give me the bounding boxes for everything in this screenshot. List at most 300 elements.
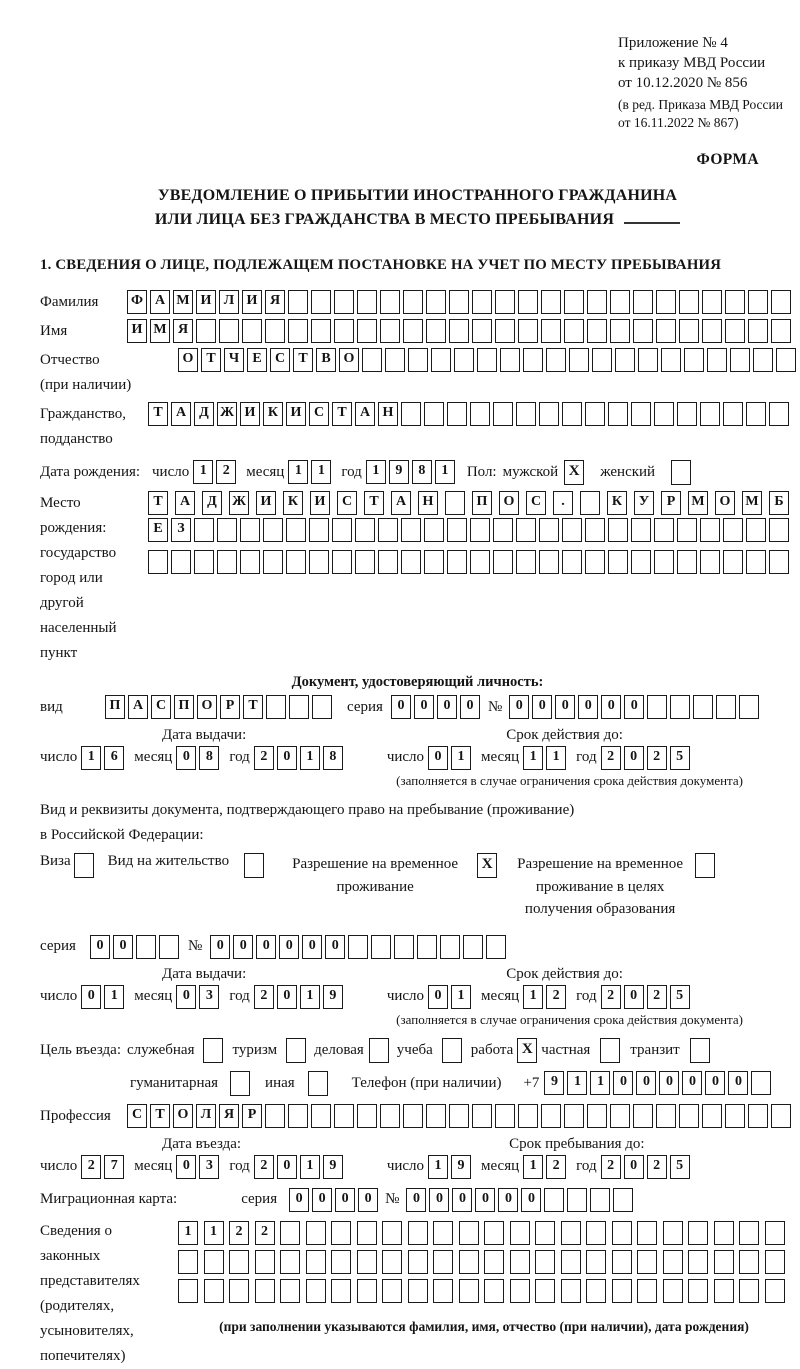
char-cell[interactable]: [631, 550, 651, 574]
char-cell[interactable]: [382, 1279, 402, 1303]
char-cell[interactable]: А: [171, 402, 191, 426]
char-cell[interactable]: 0: [428, 746, 448, 770]
char-cell[interactable]: [331, 1221, 351, 1245]
char-cell[interactable]: 5: [670, 746, 690, 770]
char-cell[interactable]: [541, 319, 561, 343]
char-cell[interactable]: [495, 290, 515, 314]
char-cell[interactable]: [590, 1188, 610, 1212]
char-cell[interactable]: [510, 1250, 530, 1274]
char-cell[interactable]: [426, 290, 446, 314]
char-cell[interactable]: [546, 348, 566, 372]
char-cell[interactable]: [631, 402, 651, 426]
char-cell[interactable]: [445, 491, 465, 515]
char-cell[interactable]: 2: [601, 746, 621, 770]
char-cell[interactable]: [229, 1279, 249, 1303]
char-cell[interactable]: [240, 518, 260, 542]
char-cell[interactable]: 0: [705, 1071, 725, 1095]
char-cell[interactable]: М: [742, 491, 762, 515]
char-cell[interactable]: Ж: [217, 402, 237, 426]
char-cell[interactable]: К: [263, 402, 283, 426]
char-cell[interactable]: [447, 550, 467, 574]
char-cell[interactable]: И: [242, 290, 262, 314]
char-cell[interactable]: 8: [199, 746, 219, 770]
char-cell[interactable]: [401, 402, 421, 426]
gender-male-checkbox[interactable]: X: [564, 460, 584, 485]
char-cell[interactable]: [587, 1104, 607, 1128]
char-cell[interactable]: [739, 1279, 759, 1303]
char-cell[interactable]: [612, 1250, 632, 1274]
char-cell[interactable]: [654, 550, 674, 574]
char-cell[interactable]: 2: [81, 1155, 101, 1179]
char-cell[interactable]: [426, 1104, 446, 1128]
char-cell[interactable]: 2: [601, 985, 621, 1009]
char-cell[interactable]: [765, 1221, 785, 1245]
char-cell[interactable]: [739, 695, 759, 719]
char-cell[interactable]: [394, 935, 414, 959]
char-cell[interactable]: З: [171, 518, 191, 542]
char-cell[interactable]: [663, 1250, 683, 1274]
char-cell[interactable]: О: [339, 348, 359, 372]
char-cell[interactable]: [334, 1104, 354, 1128]
char-cell[interactable]: [449, 1104, 469, 1128]
char-cell[interactable]: У: [634, 491, 654, 515]
char-cell[interactable]: 0: [429, 1188, 449, 1212]
char-cell[interactable]: [332, 518, 352, 542]
char-cell[interactable]: [608, 402, 628, 426]
char-cell[interactable]: [631, 518, 651, 542]
char-cell[interactable]: [751, 1071, 771, 1095]
char-cell[interactable]: [765, 1250, 785, 1274]
char-cell[interactable]: [357, 319, 377, 343]
char-cell[interactable]: [493, 550, 513, 574]
char-cell[interactable]: [306, 1279, 326, 1303]
char-cell[interactable]: [306, 1221, 326, 1245]
char-cell[interactable]: [700, 550, 720, 574]
char-cell[interactable]: [637, 1279, 657, 1303]
char-cell[interactable]: 0: [521, 1188, 541, 1212]
char-cell[interactable]: [510, 1221, 530, 1245]
char-cell[interactable]: [567, 1188, 587, 1212]
char-cell[interactable]: Я: [265, 290, 285, 314]
char-cell[interactable]: [587, 290, 607, 314]
char-cell[interactable]: 0: [210, 935, 230, 959]
char-cell[interactable]: [637, 1250, 657, 1274]
char-cell[interactable]: [723, 518, 743, 542]
char-cell[interactable]: [477, 348, 497, 372]
char-cell[interactable]: [265, 319, 285, 343]
char-cell[interactable]: [355, 518, 375, 542]
char-cell[interactable]: [746, 402, 766, 426]
char-cell[interactable]: 0: [437, 695, 457, 719]
char-cell[interactable]: [663, 1221, 683, 1245]
char-cell[interactable]: [217, 550, 237, 574]
char-cell[interactable]: [280, 1279, 300, 1303]
char-cell[interactable]: [771, 1104, 791, 1128]
char-cell[interactable]: [204, 1250, 224, 1274]
char-cell[interactable]: 0: [636, 1071, 656, 1095]
char-cell[interactable]: 0: [277, 985, 297, 1009]
char-cell[interactable]: 8: [323, 746, 343, 770]
purpose-private-checkbox[interactable]: [600, 1038, 620, 1063]
char-cell[interactable]: Т: [293, 348, 313, 372]
char-cell[interactable]: [510, 1279, 530, 1303]
char-cell[interactable]: [580, 491, 600, 515]
char-cell[interactable]: [679, 1104, 699, 1128]
char-cell[interactable]: 2: [216, 460, 236, 484]
char-cell[interactable]: [700, 402, 720, 426]
char-cell[interactable]: [171, 550, 191, 574]
char-cell[interactable]: [449, 290, 469, 314]
char-cell[interactable]: [615, 348, 635, 372]
char-cell[interactable]: 0: [335, 1188, 355, 1212]
char-cell[interactable]: [539, 402, 559, 426]
char-cell[interactable]: [424, 402, 444, 426]
char-cell[interactable]: 1: [435, 460, 455, 484]
char-cell[interactable]: [587, 319, 607, 343]
char-cell[interactable]: [753, 348, 773, 372]
char-cell[interactable]: [769, 402, 789, 426]
char-cell[interactable]: 0: [325, 935, 345, 959]
char-cell[interactable]: [454, 348, 474, 372]
char-cell[interactable]: [194, 550, 214, 574]
visa-checkbox[interactable]: [74, 853, 94, 878]
char-cell[interactable]: [194, 518, 214, 542]
char-cell[interactable]: [707, 348, 727, 372]
char-cell[interactable]: Т: [364, 491, 384, 515]
char-cell[interactable]: 0: [475, 1188, 495, 1212]
purpose-official-checkbox[interactable]: [203, 1038, 223, 1063]
char-cell[interactable]: [403, 319, 423, 343]
char-cell[interactable]: [378, 518, 398, 542]
char-cell[interactable]: [433, 1279, 453, 1303]
char-cell[interactable]: М: [150, 319, 170, 343]
char-cell[interactable]: [280, 1221, 300, 1245]
edu-residence-checkbox[interactable]: [695, 853, 715, 878]
char-cell[interactable]: 9: [323, 985, 343, 1009]
char-cell[interactable]: И: [256, 491, 276, 515]
char-cell[interactable]: [408, 1279, 428, 1303]
char-cell[interactable]: [523, 348, 543, 372]
char-cell[interactable]: [661, 348, 681, 372]
char-cell[interactable]: [493, 402, 513, 426]
char-cell[interactable]: Д: [202, 491, 222, 515]
char-cell[interactable]: А: [391, 491, 411, 515]
char-cell[interactable]: [204, 1279, 224, 1303]
char-cell[interactable]: [286, 518, 306, 542]
char-cell[interactable]: [463, 935, 483, 959]
char-cell[interactable]: Ф: [127, 290, 147, 314]
char-cell[interactable]: 0: [659, 1071, 679, 1095]
char-cell[interactable]: [654, 402, 674, 426]
char-cell[interactable]: 0: [113, 935, 133, 959]
char-cell[interactable]: 1: [178, 1221, 198, 1245]
char-cell[interactable]: [564, 319, 584, 343]
char-cell[interactable]: [730, 348, 750, 372]
purpose-business-checkbox[interactable]: [369, 1038, 389, 1063]
char-cell[interactable]: [229, 1250, 249, 1274]
char-cell[interactable]: [426, 319, 446, 343]
char-cell[interactable]: [136, 935, 156, 959]
char-cell[interactable]: [765, 1279, 785, 1303]
char-cell[interactable]: [516, 550, 536, 574]
char-cell[interactable]: О: [173, 1104, 193, 1128]
char-cell[interactable]: М: [688, 491, 708, 515]
char-cell[interactable]: О: [715, 491, 735, 515]
char-cell[interactable]: Р: [220, 695, 240, 719]
char-cell[interactable]: [585, 518, 605, 542]
char-cell[interactable]: 1: [288, 460, 308, 484]
char-cell[interactable]: 2: [546, 985, 566, 1009]
char-cell[interactable]: С: [337, 491, 357, 515]
char-cell[interactable]: [633, 1104, 653, 1128]
char-cell[interactable]: [714, 1221, 734, 1245]
char-cell[interactable]: 2: [254, 1155, 274, 1179]
char-cell[interactable]: [311, 319, 331, 343]
char-cell[interactable]: [670, 695, 690, 719]
char-cell[interactable]: [561, 1221, 581, 1245]
char-cell[interactable]: [240, 550, 260, 574]
char-cell[interactable]: [178, 1250, 198, 1274]
char-cell[interactable]: [159, 935, 179, 959]
char-cell[interactable]: К: [607, 491, 627, 515]
char-cell[interactable]: О: [499, 491, 519, 515]
char-cell[interactable]: [470, 518, 490, 542]
char-cell[interactable]: [725, 319, 745, 343]
char-cell[interactable]: 0: [578, 695, 598, 719]
char-cell[interactable]: С: [309, 402, 329, 426]
char-cell[interactable]: [332, 550, 352, 574]
char-cell[interactable]: [385, 348, 405, 372]
char-cell[interactable]: [433, 1250, 453, 1274]
char-cell[interactable]: [739, 1221, 759, 1245]
char-cell[interactable]: 0: [498, 1188, 518, 1212]
char-cell[interactable]: Ч: [224, 348, 244, 372]
char-cell[interactable]: [585, 402, 605, 426]
char-cell[interactable]: [688, 1250, 708, 1274]
char-cell[interactable]: 5: [670, 1155, 690, 1179]
char-cell[interactable]: 1: [193, 460, 213, 484]
char-cell[interactable]: 0: [81, 985, 101, 1009]
char-cell[interactable]: 0: [277, 1155, 297, 1179]
char-cell[interactable]: 6: [104, 746, 124, 770]
char-cell[interactable]: [403, 290, 423, 314]
char-cell[interactable]: 1: [366, 460, 386, 484]
char-cell[interactable]: [266, 695, 286, 719]
char-cell[interactable]: [769, 518, 789, 542]
char-cell[interactable]: [633, 290, 653, 314]
char-cell[interactable]: [196, 319, 216, 343]
char-cell[interactable]: 0: [312, 1188, 332, 1212]
char-cell[interactable]: 0: [428, 985, 448, 1009]
char-cell[interactable]: 2: [254, 746, 274, 770]
char-cell[interactable]: [486, 935, 506, 959]
char-cell[interactable]: .: [553, 491, 573, 515]
char-cell[interactable]: [357, 1250, 377, 1274]
char-cell[interactable]: [716, 695, 736, 719]
char-cell[interactable]: [472, 290, 492, 314]
char-cell[interactable]: [371, 935, 391, 959]
char-cell[interactable]: 1: [300, 746, 320, 770]
char-cell[interactable]: [311, 1104, 331, 1128]
char-cell[interactable]: Т: [201, 348, 221, 372]
char-cell[interactable]: 0: [460, 695, 480, 719]
char-cell[interactable]: [564, 290, 584, 314]
char-cell[interactable]: Т: [148, 491, 168, 515]
char-cell[interactable]: А: [128, 695, 148, 719]
char-cell[interactable]: Е: [247, 348, 267, 372]
char-cell[interactable]: [637, 1221, 657, 1245]
char-cell[interactable]: [610, 290, 630, 314]
char-cell[interactable]: [586, 1279, 606, 1303]
char-cell[interactable]: О: [178, 348, 198, 372]
char-cell[interactable]: 0: [391, 695, 411, 719]
char-cell[interactable]: [401, 550, 421, 574]
char-cell[interactable]: [255, 1279, 275, 1303]
char-cell[interactable]: [544, 1188, 564, 1212]
char-cell[interactable]: [265, 1104, 285, 1128]
char-cell[interactable]: [610, 1104, 630, 1128]
char-cell[interactable]: И: [127, 319, 147, 343]
char-cell[interactable]: 2: [601, 1155, 621, 1179]
char-cell[interactable]: [348, 935, 368, 959]
char-cell[interactable]: [380, 290, 400, 314]
char-cell[interactable]: [408, 1221, 428, 1245]
char-cell[interactable]: 2: [229, 1221, 249, 1245]
char-cell[interactable]: [495, 319, 515, 343]
char-cell[interactable]: Е: [148, 518, 168, 542]
char-cell[interactable]: 1: [311, 460, 331, 484]
char-cell[interactable]: 0: [555, 695, 575, 719]
char-cell[interactable]: Т: [150, 1104, 170, 1128]
char-cell[interactable]: [311, 290, 331, 314]
char-cell[interactable]: 0: [624, 1155, 644, 1179]
char-cell[interactable]: 2: [647, 746, 667, 770]
char-cell[interactable]: [286, 550, 306, 574]
char-cell[interactable]: 0: [601, 695, 621, 719]
char-cell[interactable]: [518, 319, 538, 343]
char-cell[interactable]: 0: [233, 935, 253, 959]
char-cell[interactable]: [424, 550, 444, 574]
char-cell[interactable]: [700, 518, 720, 542]
char-cell[interactable]: [424, 518, 444, 542]
char-cell[interactable]: [702, 319, 722, 343]
char-cell[interactable]: 0: [728, 1071, 748, 1095]
char-cell[interactable]: [472, 319, 492, 343]
char-cell[interactable]: [739, 1250, 759, 1274]
char-cell[interactable]: [714, 1279, 734, 1303]
char-cell[interactable]: [562, 402, 582, 426]
char-cell[interactable]: 9: [544, 1071, 564, 1095]
char-cell[interactable]: 1: [104, 985, 124, 1009]
char-cell[interactable]: Л: [219, 290, 239, 314]
char-cell[interactable]: [539, 550, 559, 574]
char-cell[interactable]: [612, 1279, 632, 1303]
char-cell[interactable]: [535, 1279, 555, 1303]
char-cell[interactable]: [585, 550, 605, 574]
char-cell[interactable]: 0: [302, 935, 322, 959]
char-cell[interactable]: Т: [243, 695, 263, 719]
char-cell[interactable]: [776, 348, 796, 372]
char-cell[interactable]: [746, 550, 766, 574]
char-cell[interactable]: [447, 402, 467, 426]
char-cell[interactable]: 1: [428, 1155, 448, 1179]
char-cell[interactable]: [484, 1250, 504, 1274]
char-cell[interactable]: [539, 518, 559, 542]
char-cell[interactable]: П: [472, 491, 492, 515]
char-cell[interactable]: [771, 319, 791, 343]
char-cell[interactable]: И: [310, 491, 330, 515]
char-cell[interactable]: [500, 348, 520, 372]
char-cell[interactable]: 2: [255, 1221, 275, 1245]
purpose-humanitarian-checkbox[interactable]: [230, 1071, 250, 1096]
char-cell[interactable]: 2: [546, 1155, 566, 1179]
char-cell[interactable]: 9: [451, 1155, 471, 1179]
char-cell[interactable]: [633, 319, 653, 343]
char-cell[interactable]: 2: [647, 1155, 667, 1179]
char-cell[interactable]: [288, 290, 308, 314]
purpose-tourism-checkbox[interactable]: [286, 1038, 306, 1063]
char-cell[interactable]: [714, 1250, 734, 1274]
char-cell[interactable]: [408, 1250, 428, 1274]
char-cell[interactable]: [470, 550, 490, 574]
char-cell[interactable]: 1: [300, 1155, 320, 1179]
char-cell[interactable]: Ж: [229, 491, 249, 515]
char-cell[interactable]: [771, 290, 791, 314]
char-cell[interactable]: П: [105, 695, 125, 719]
char-cell[interactable]: [688, 1221, 708, 1245]
char-cell[interactable]: 0: [509, 695, 529, 719]
char-cell[interactable]: [440, 935, 460, 959]
char-cell[interactable]: [677, 518, 697, 542]
char-cell[interactable]: 1: [546, 746, 566, 770]
purpose-study-checkbox[interactable]: [442, 1038, 462, 1063]
char-cell[interactable]: [459, 1250, 479, 1274]
char-cell[interactable]: 0: [256, 935, 276, 959]
char-cell[interactable]: [263, 550, 283, 574]
residence-permit-checkbox[interactable]: [244, 853, 264, 878]
temp-residence-checkbox[interactable]: X: [477, 853, 497, 878]
char-cell[interactable]: [608, 550, 628, 574]
char-cell[interactable]: [518, 1104, 538, 1128]
char-cell[interactable]: 0: [90, 935, 110, 959]
char-cell[interactable]: [357, 1104, 377, 1128]
char-cell[interactable]: И: [196, 290, 216, 314]
char-cell[interactable]: [449, 319, 469, 343]
char-cell[interactable]: [654, 518, 674, 542]
char-cell[interactable]: [769, 550, 789, 574]
char-cell[interactable]: 0: [532, 695, 552, 719]
char-cell[interactable]: [613, 1188, 633, 1212]
char-cell[interactable]: [380, 1104, 400, 1128]
char-cell[interactable]: 1: [523, 985, 543, 1009]
char-cell[interactable]: [408, 348, 428, 372]
char-cell[interactable]: И: [240, 402, 260, 426]
char-cell[interactable]: [564, 1104, 584, 1128]
char-cell[interactable]: 1: [451, 985, 471, 1009]
char-cell[interactable]: 5: [670, 985, 690, 1009]
char-cell[interactable]: 0: [358, 1188, 378, 1212]
char-cell[interactable]: [677, 550, 697, 574]
char-cell[interactable]: [484, 1279, 504, 1303]
char-cell[interactable]: 0: [289, 1188, 309, 1212]
char-cell[interactable]: [535, 1250, 555, 1274]
char-cell[interactable]: Т: [148, 402, 168, 426]
char-cell[interactable]: [493, 518, 513, 542]
char-cell[interactable]: 0: [279, 935, 299, 959]
char-cell[interactable]: [612, 1221, 632, 1245]
char-cell[interactable]: Н: [378, 402, 398, 426]
char-cell[interactable]: 2: [647, 985, 667, 1009]
